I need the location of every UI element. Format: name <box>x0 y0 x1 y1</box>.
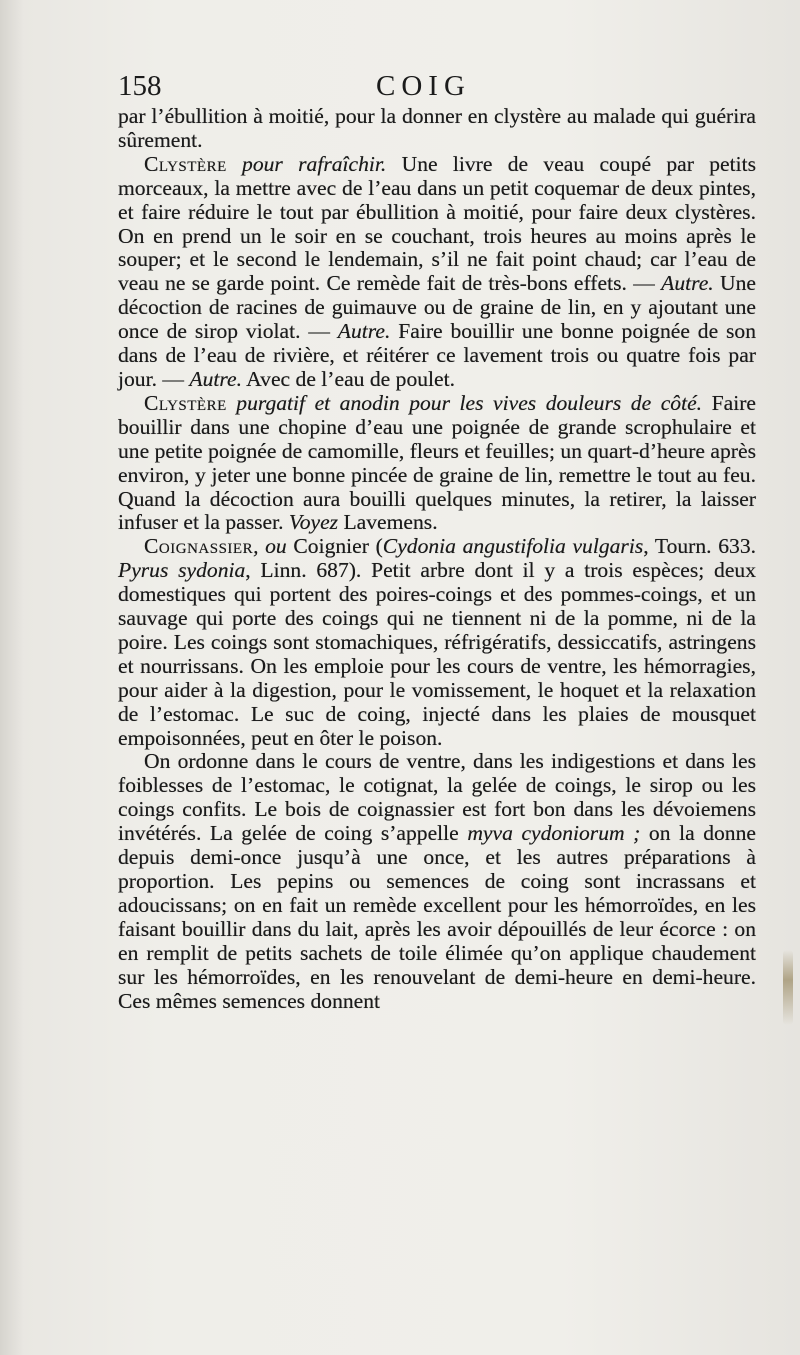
entry-connector: , ou <box>253 534 287 559</box>
paragraph-text: par l’ébullition à moitié, pour la donner en clystère au malade qui guérira sûrement. <box>118 104 756 152</box>
page-number: 158 <box>118 70 162 102</box>
running-head: COIG <box>376 70 471 102</box>
paragraph-text: on la donne depuis demi-once jusqu’à une once, et les autres préparations à proportion. Les pepins ou semences de coing sont incrassans et adoucissans; on en fait un remède excellent pour les hémorroïdes, en les faisant bouillir dans du lait, après les avoir dépouillés de leur écorce : on en remplit de petits sachets de toile élimée qu’on applique chaudement sur les hémorroïdes, en les renouvelant de demi-heure en demi-heure. Ces mêmes semences donnent <box>118 821 756 1013</box>
autre-label: Autre. <box>189 366 242 391</box>
paragraph-continuation <box>118 105 756 153</box>
entry-text: Une décoction de racines de guimauve ou de graine de lin, en y ajoutant une once de sirop violat. — <box>118 271 756 344</box>
body-text <box>118 105 756 1013</box>
paragraph-text: On ordonne dans le cours de ventre, dans les indigestions et dans les foiblesses de l’estomac, le cotignat, la gelée de coings, le sirop ou les coings confits. Le bois de coignassier est fort bon dans les dévoiemens invétérés. La gelée de coing s’appelle <box>118 749 756 846</box>
entry-text: Une livre de veau coupé par petits morceaux, la mettre avec de l’eau dans un petit coquemar de deux pintes, et faire réduire le tout par ébullition à moitié, pour faire deux clystères. On en prend un le soir en se couchant, trois heures au moins après le souper; et le second le lendemain, s’il ne fait point chaud; car l’eau de veau ne se garde point. Ce remède fait de très-bons effets. — <box>118 151 756 296</box>
latin-name: Pyrus sydonia <box>118 558 246 583</box>
entry-text: Avec de l’eau de poulet. <box>241 366 456 391</box>
page-gutter-shadow <box>0 0 24 1355</box>
entry-coignassier <box>118 535 756 750</box>
cross-reference-target: Lavemens. <box>338 510 438 535</box>
entry-text: Faire bouillir dans une chopine d’eau une poignée de grande scrophulaire et une petite poignée de camomille, fleurs et feuilles; un quart-d’heure après environ, y jeter une bonne pincée de graine de lin, remettre le tout au feu. Quand la décoction aura bouilli quelques minutes, la retirer, la laisser infuser et la passer. <box>118 390 756 535</box>
paragraph-coing-usage <box>118 750 756 1013</box>
autre-label: Autre. <box>661 271 714 296</box>
entry-headword: Clystère <box>144 390 227 415</box>
entry-headword: Clystère <box>144 151 227 176</box>
latin-name: Cydonia angustifolia vulgaris <box>382 534 644 559</box>
margin-stain <box>783 950 793 1025</box>
cross-reference-label: Voyez <box>288 510 339 535</box>
entry-clystere-purgatif <box>118 392 756 535</box>
entry-subtitle: pour rafraîchir. <box>242 151 387 176</box>
entry-text: , Linn. 687). Petit arbre dont il y a trois espèces; deux domestiques qui portent des poires-coings et des pommes-coings, et un sauvage qui porte des coings qui ne tiennent ni de la pomme, ni de la poire. Les coings sont stomachiques, réfrigératifs, dessiccatifs, astringens et nourrissans. On les emploie pour les cours de ventre, les hémorragies, pour aider à la digestion, pour le vomissement, le hoquet et la relaxation de l’estomac. Le suc de coing, injecté dans les plaies de mousquet empoisonnées, peut en ôter le poison. <box>118 558 756 750</box>
latin-name: myva cydoniorum ; <box>467 821 641 846</box>
entry-subtitle: purgatif et anodin pour les vives douleurs de côté. <box>236 390 703 415</box>
autre-label: Autre. <box>337 319 391 344</box>
entry-headword: Coignassier <box>144 534 254 559</box>
entry-clystere-rafraichir <box>118 153 756 392</box>
entry-text: , Tourn. 633. <box>643 534 757 559</box>
entry-text: Coignier ( <box>286 534 383 559</box>
entry-text: Faire bouillir une bonne poignée de son dans de l’eau de rivière, et réitérer ce lavement trois ou quatre fois par jour. — <box>118 319 757 391</box>
page-header <box>118 66 758 102</box>
